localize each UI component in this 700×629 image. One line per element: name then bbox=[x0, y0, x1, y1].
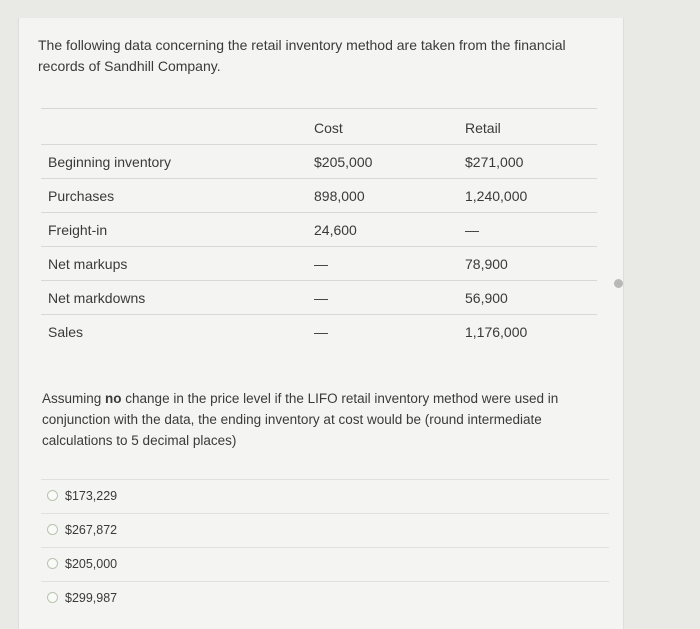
radio-button-icon[interactable] bbox=[47, 558, 58, 569]
answer-option-label: $173,229 bbox=[65, 489, 118, 503]
table-header-row bbox=[41, 109, 597, 145]
header-cost: Cost bbox=[314, 120, 343, 136]
scroll-indicator[interactable] bbox=[614, 279, 623, 288]
row-retail: 1,240,000 bbox=[465, 188, 528, 204]
row-cost: — bbox=[314, 290, 328, 306]
row-cost: 898,000 bbox=[314, 188, 365, 204]
question-emphasis: no bbox=[105, 391, 122, 406]
table-row bbox=[41, 213, 597, 247]
row-retail: 78,900 bbox=[465, 256, 508, 272]
intro-text bbox=[38, 35, 608, 77]
row-label: Purchases bbox=[48, 188, 115, 204]
table-row bbox=[41, 247, 597, 281]
row-label: Net markdowns bbox=[48, 290, 146, 306]
answer-option-label: $205,000 bbox=[65, 557, 118, 571]
answer-option-label: $299,987 bbox=[65, 591, 118, 605]
question-post: change in the price level if the LIFO retail inventory method were used in conjunction with the data, the ending inventory at cost would be (round intermediate calculations to 5 decimal places) bbox=[42, 391, 559, 448]
header-retail: Retail bbox=[465, 120, 501, 136]
row-retail: 1,176,000 bbox=[465, 324, 528, 340]
row-retail: — bbox=[465, 222, 479, 238]
row-retail: 56,900 bbox=[465, 290, 508, 306]
question-page bbox=[18, 18, 624, 629]
table-row bbox=[41, 315, 597, 348]
row-cost: — bbox=[314, 256, 328, 272]
radio-button-icon[interactable] bbox=[47, 524, 58, 535]
question-pre: Assuming bbox=[42, 391, 106, 406]
answer-option-2[interactable] bbox=[41, 514, 609, 548]
answer-option-4[interactable] bbox=[41, 582, 609, 615]
row-label: Beginning inventory bbox=[48, 154, 171, 170]
row-cost: — bbox=[314, 324, 328, 340]
row-cost: $205,000 bbox=[314, 154, 373, 170]
answer-option-3[interactable] bbox=[41, 548, 609, 582]
answer-option-1[interactable] bbox=[41, 479, 609, 514]
intro-line-1: The following data concerning the retail inventory method are taken from the financial bbox=[38, 37, 566, 53]
table-row bbox=[41, 281, 597, 315]
radio-button-icon[interactable] bbox=[47, 490, 58, 501]
inventory-data-table bbox=[41, 108, 597, 348]
radio-button-icon[interactable] bbox=[47, 592, 58, 603]
row-label: Freight-in bbox=[48, 222, 108, 238]
row-cost: 24,600 bbox=[314, 222, 357, 238]
table-row bbox=[41, 179, 597, 213]
answer-options bbox=[41, 479, 609, 615]
row-label: Sales bbox=[48, 324, 84, 340]
answer-option-label: $267,872 bbox=[65, 523, 118, 537]
question-text bbox=[42, 388, 602, 451]
row-label: Net markups bbox=[48, 256, 128, 272]
intro-line-2: records of Sandhill Company. bbox=[38, 58, 221, 74]
table-row bbox=[41, 145, 597, 179]
row-retail: $271,000 bbox=[465, 154, 524, 170]
